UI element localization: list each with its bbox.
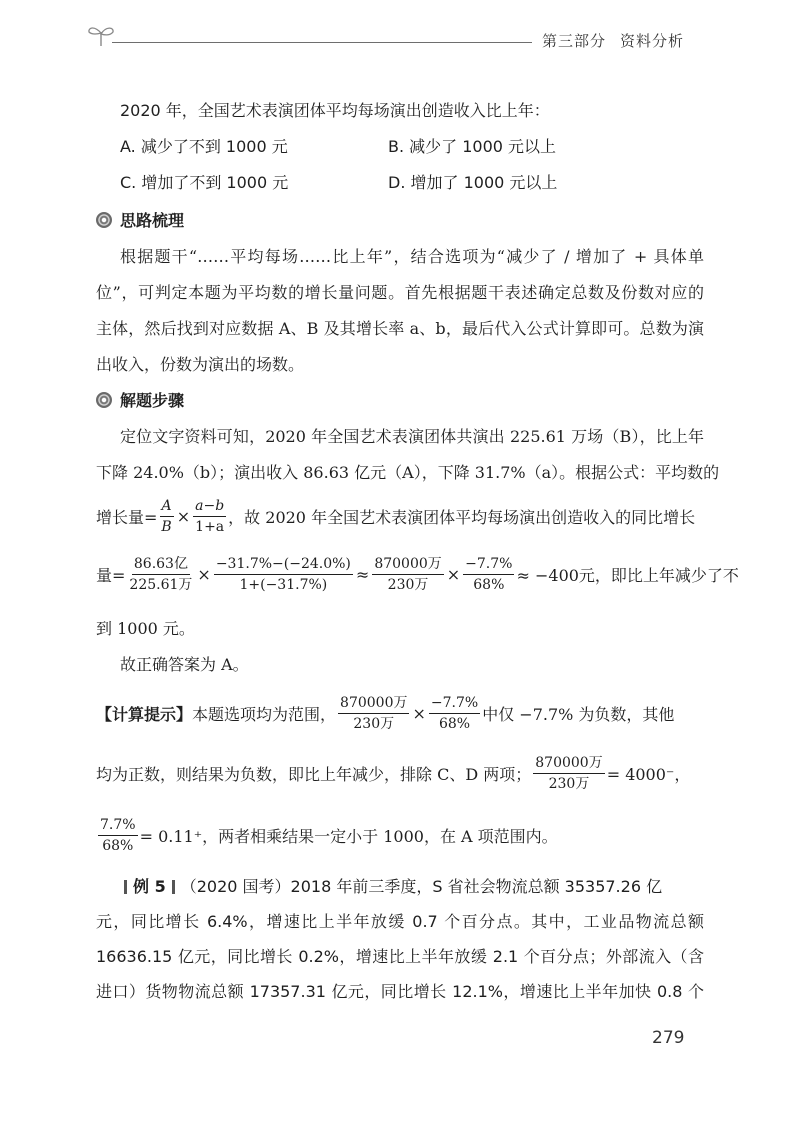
example-line: 进口）货物物流总额 17357.31 亿元，同比增长 12.1%，增速比上半年加快 0.8 个: [96, 982, 704, 1001]
calc-result: ≈ −400元，即比上年减少了不: [516, 566, 739, 585]
fraction: $\frac{-7.7\%}{68\%}$: [465, 556, 513, 593]
answer-line: 故正确答案为 A。: [120, 655, 249, 674]
formula-tail: ，故 2020 年全国艺术表演团体平均每场演出创造收入的同比增长: [228, 508, 696, 527]
fraction: $\frac{a-b}{1+a}$: [195, 498, 225, 535]
header-rule: [112, 42, 532, 43]
tip-row: [96, 816, 704, 855]
example-line: 16636.15 亿元，同比增长 0.2%，增速比上半年放缓 2.1 个百分点；外部流入（含: [96, 947, 704, 966]
fraction: $\frac{A}{B}$: [161, 498, 172, 535]
tip-text: = 0.11⁺，两者相乘结果一定小于 1000，在 A 项范围内。: [139, 827, 558, 846]
example-line: 例 5 （2020 国考）2018 年前三季度，S 省社会物流总额 35357.26 亿: [118, 876, 704, 898]
bracket-mark-icon: [172, 880, 175, 894]
option-a: A. 减少了不到 1000 元: [120, 137, 288, 156]
running-header: [542, 30, 684, 51]
example-line: 元，同比增长 6.4%，增速比上半年放缓 0.7 个百分点。其中，工业品物流总额: [96, 912, 704, 931]
solution-heading: 解题步骤: [96, 390, 184, 412]
analysis-line: 主体，然后找到对应数据 A、B 及其增长率 a、b，最后代入公式计算即可。总数为演: [96, 319, 704, 338]
tip-label: 【计算提示】: [96, 705, 193, 724]
tip-text: 均为正数，则结果为负数，即比上年减少，排除 C、D 两项；: [96, 765, 532, 784]
fraction: $\frac{\text{86.63亿}}{\text{225.61万}}$: [129, 556, 193, 593]
tip-text: 本题选项均为范围，: [192, 705, 337, 724]
fraction: $\frac{\text{870000万}}{\text{230万}}$: [340, 695, 408, 732]
section-badge-icon: [96, 212, 112, 228]
sprout-logo-icon: [84, 22, 118, 48]
solution-line-end: 到 1000 元。: [96, 619, 195, 638]
option-b: B. 减少了 1000 元以上: [388, 137, 557, 156]
formula-lead: 增长量=: [96, 508, 158, 527]
fraction: $\frac{-7.7\%}{68\%}$: [430, 695, 479, 732]
page-number: 279: [652, 1028, 685, 1048]
header-section: 第三部分: [542, 32, 607, 50]
solution-line: 定位文字资料可知，2020 年全国艺术表演团体共演出 225.61 万场（B），比上年: [120, 427, 704, 446]
analysis-line: 根据题干“……平均每场……比上年”，结合选项为“减少了 / 增加了 + 具体单: [120, 247, 704, 266]
tip-text: 中仅 −7.7% 为负数，其他: [482, 705, 675, 724]
solution-line: 下降 24.0%（b）；演出收入 86.63 亿元（A），下降 31.7%（a）。根据公式：平均数的: [96, 463, 720, 482]
question-stem: 2020 年，全国艺术表演团体平均每场演出创造收入比上年：: [120, 101, 550, 120]
calc-lead: 量=: [96, 566, 126, 585]
fraction: $\frac{-31.7\%-(-24.0\%)}{1+(-31.7\%)}$: [215, 556, 351, 593]
example-tag: 例 5: [133, 877, 166, 896]
analysis-line: 出收入，份数为演出的场数。: [96, 355, 305, 374]
tip-row: [96, 754, 704, 793]
bracket-mark-icon: [124, 880, 127, 894]
analysis-heading: 思路梳理: [96, 210, 184, 232]
tip-text: = 4000⁻，: [606, 765, 691, 784]
fraction: $\frac{7.7\%}{68\%}$: [100, 817, 136, 854]
section-badge-icon: [96, 392, 112, 408]
option-c: C. 增加了不到 1000 元: [120, 173, 289, 192]
analysis-line: 位”，可判定本题为平均数的增长量问题。首先根据题干表述确定总数及份数对应的: [96, 283, 704, 302]
tip-row: 【计算提示】 本题选项均为范围， $\frac{\text{870000万}}{\text{230万}}$ × $\frac{-7.7\%}{68\%}$ 中仅 −7.7% 为负数，其他: [96, 695, 675, 732]
formula-row: 增长量= $\frac{A}{B}$ × $\frac{a-b}{1+a}$ ，故 2020 年全国艺术表演团体平均每场演出创造收入的同比增长: [96, 498, 696, 535]
fraction: $\frac{\text{870000万}}{\text{230万}}$: [535, 755, 603, 792]
option-d: D. 增加了 1000 元以上: [388, 173, 558, 192]
calculation-row: 量= $\frac{\text{86.63亿}}{\text{225.61万}}$ × $\frac{-31.7\%-(-24.0\%)}{1+(-31.7\%)}$ ≈ $\frac{\text{870000万}}{\text{230万}}$ × $\frac{-7.7\%}{68\%}$ ≈ −400元，即比上年减少了不: [96, 556, 739, 593]
header-chapter: 资料分析: [620, 32, 685, 50]
fraction: $\frac{\text{870000万}}{\text{230万}}$: [374, 556, 442, 593]
